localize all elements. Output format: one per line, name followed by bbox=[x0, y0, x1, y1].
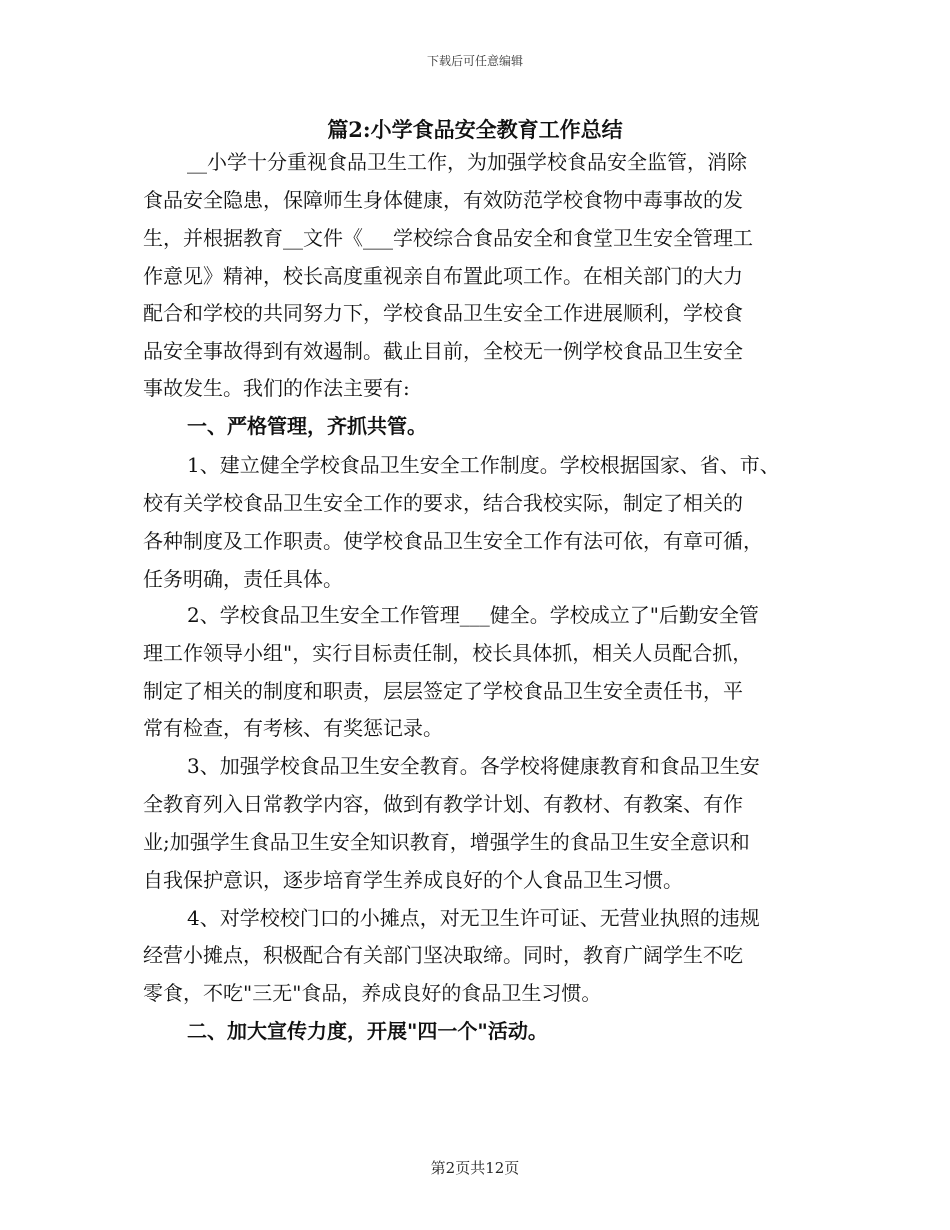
body-line: 业;加强学生食品卫生安全知识教育，增强学生的食品卫生安全意识和 bbox=[143, 830, 750, 854]
body-line: 常有检查，有考核、有奖惩记录。 bbox=[143, 716, 443, 740]
body-line: 自我保护意识，逐步培育学生养成良好的个人食品卫生习惯。 bbox=[143, 868, 683, 892]
body-line: 生，并根据教育__文件《___学校综合食品安全和食堂卫生安全管理工 bbox=[143, 226, 753, 250]
section-heading-2: 二、加大宣传力度，开展"四一个"活动。 bbox=[187, 1019, 548, 1043]
body-line: 2、学校食品卫生安全工作管理___健全。学校成立了"后勤安全管 bbox=[187, 603, 759, 627]
page-header-note: 下载后可任意编辑 bbox=[426, 54, 523, 68]
body-line: 配合和学校的共同努力下，学校食品卫生安全工作进展顺利，学校食 bbox=[143, 301, 743, 325]
body-line: 理工作领导小组"，实行目标责任制，校长具体抓，相关人员配合抓， bbox=[143, 641, 753, 665]
body-line: 3、加强学校食品卫生安全教育。各学校将健康教育和食品卫生安 bbox=[187, 754, 760, 778]
body-line: 校有关学校食品卫生安全工作的要求，结合我校实际，制定了相关的 bbox=[143, 491, 743, 515]
body-line: 品安全事故得到有效遏制。截止目前，全校无一例学校食品卫生安全 bbox=[143, 339, 743, 363]
page-number: 第2页共12页 bbox=[430, 1159, 520, 1177]
body-line: 制定了相关的制度和职责，层层签定了学校食品卫生安全责任书，平 bbox=[143, 679, 743, 703]
body-line: 事故发生。我们的作法主要有: bbox=[143, 376, 410, 400]
body-line: __小学十分重视食品卫生工作，为加强学校食品安全监管，消除 bbox=[187, 150, 747, 174]
body-line: 各种制度及工作职责。使学校食品卫生安全工作有法可依，有章可循， bbox=[143, 529, 763, 553]
section-heading-1: 一、严格管理，齐抓共管。 bbox=[187, 414, 427, 438]
body-line: 零食，不吃"三无"食品，养成良好的食品卫生习惯。 bbox=[143, 981, 602, 1005]
document-title: 篇2:小学食品安全教育工作总结 bbox=[327, 117, 623, 142]
body-line: 作意见》精神，校长高度重视亲自布置此项工作。在相关部门的大力 bbox=[143, 264, 743, 288]
body-line: 4、对学校校门口的小摊点，对无卫生许可证、无营业执照的违规 bbox=[187, 906, 760, 930]
body-line: 经营小摊点，积极配合有关部门坚决取缔。同时，教育广阔学生不吃 bbox=[143, 943, 743, 967]
body-line: 全教育列入日常教学内容，做到有教学计划、有教材、有教案、有作 bbox=[143, 792, 743, 816]
body-line: 1、建立健全学校食品卫生安全工作制度。学校根据国家、省、市、 bbox=[187, 453, 780, 477]
body-line: 任务明确，责任具体。 bbox=[143, 567, 343, 591]
body-line: 食品安全隐患，保障师生身体健康，有效防范学校食物中毒事故的发 bbox=[143, 188, 743, 212]
